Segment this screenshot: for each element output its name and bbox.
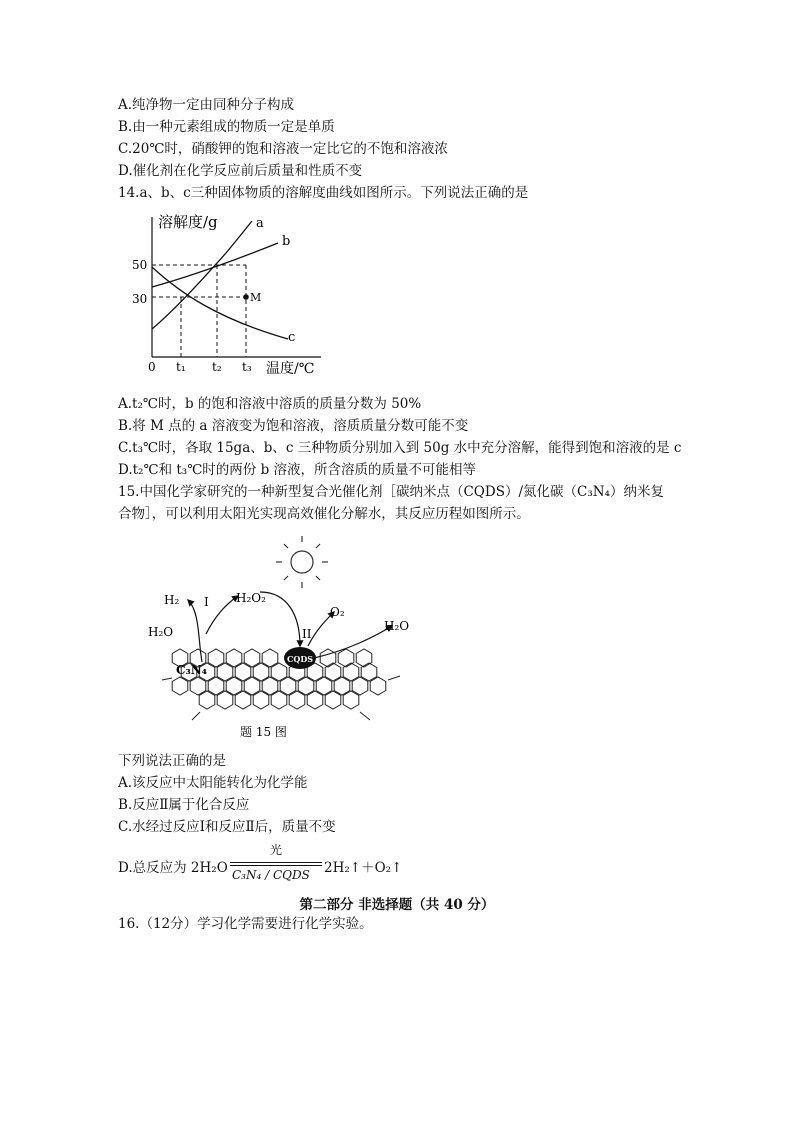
section-title: 第二部分 非选择题（共 40 分） xyxy=(299,897,495,913)
edge-bond-0 xyxy=(162,678,172,680)
q14-stem: 14.a、b、c三种固体物质的溶解度曲线如图所示。下列说法正确的是 xyxy=(118,185,529,201)
q16-stem: 16.（12分）学习化学需要进行化学实验。 xyxy=(118,916,373,932)
hexagon-ring-12 xyxy=(235,663,251,681)
reaction-arrow-line-2 xyxy=(230,865,322,866)
hexagon-ring-28 xyxy=(316,677,332,695)
hexagon-ring-4 xyxy=(244,649,260,667)
carbon-nitride-network xyxy=(162,649,400,720)
x-tick-t2: t₂ xyxy=(212,360,222,374)
x-tick-0: 0 xyxy=(148,360,156,374)
x-tick-t3: t₃ xyxy=(242,360,252,374)
q15-stem-line1: 15.中国化学家研究的一种新型复合光催化剂［碳纳米点（CQDS）/氮化碳（C₃N₄）纳米复 xyxy=(118,484,664,500)
label-h2o-right: H₂O xyxy=(384,619,410,633)
hexagon-ring-25 xyxy=(262,677,278,695)
hexagon-ring-38 xyxy=(307,691,323,709)
hexagon-ring-8 xyxy=(356,649,372,667)
hexagon-ring-17 xyxy=(325,663,341,681)
hexagon-ring-37 xyxy=(289,691,305,709)
y-tick-30: 30 xyxy=(132,292,148,306)
hexagon-ring-30 xyxy=(352,677,368,695)
hexagon-ring-27 xyxy=(298,677,314,695)
hexagon-ring-6 xyxy=(320,649,336,667)
x-axis-label: 温度/℃ xyxy=(266,361,315,377)
curve-c xyxy=(152,267,288,339)
edge-bond-1 xyxy=(388,676,400,680)
hexagon-ring-11 xyxy=(217,663,233,681)
reaction-arrow-line xyxy=(230,862,322,863)
q15-option-d-prefix: D.总反应为 2H₂O xyxy=(118,860,228,876)
q15-option-b: B.反应Ⅱ属于化合反应 xyxy=(118,797,250,813)
arrow-step1-h2o2 xyxy=(206,596,238,634)
hexagon-ring-31 xyxy=(370,677,386,695)
edge-bond-3 xyxy=(360,712,370,720)
hexagon-ring-24 xyxy=(244,677,260,695)
hexagon-ring-36 xyxy=(271,691,287,709)
hexagon-ring-32 xyxy=(199,691,215,709)
q14-option-c: C.t₃℃时，各取 15ga、b、c 三种物质分别加入到 50g 水中充分溶解，能得到饱和溶液的是 c xyxy=(118,440,682,456)
hexagon-ring-26 xyxy=(280,677,296,695)
hexagon-ring-5 xyxy=(262,649,278,667)
edge-bond-2 xyxy=(192,712,200,720)
label-o2: O₂ xyxy=(330,605,345,619)
hexagon-ring-35 xyxy=(253,691,269,709)
hexagon-ring-23 xyxy=(226,677,242,695)
label-h2o2: H₂O₂ xyxy=(236,591,266,605)
label-c3n4: C₃N₄ xyxy=(176,663,208,677)
x-tick-t1: t₁ xyxy=(176,360,186,374)
hexagon-ring-22 xyxy=(208,677,224,695)
curve-a-label: a xyxy=(256,216,264,231)
label-h2o-left: H₂O xyxy=(148,625,174,639)
reaction-condition-under: C₃N₄ / CQDS xyxy=(232,868,310,882)
point-m-label: M xyxy=(250,291,262,304)
label-step2: II xyxy=(302,627,312,641)
solubility-chart xyxy=(118,205,358,380)
y-axis-label: 溶解度/g xyxy=(158,213,218,231)
hexagon-ring-18 xyxy=(343,663,359,681)
label-h2: H₂ xyxy=(164,593,180,607)
hexagon-ring-19 xyxy=(361,663,377,681)
hexagon-ring-13 xyxy=(253,663,269,681)
q14-option-b: B.将 M 点的 a 溶液变为饱和溶液，溶质质量分数可能不变 xyxy=(118,418,469,434)
reaction-condition-over: 光 xyxy=(270,843,283,857)
arrow-step1-h2 xyxy=(188,600,202,662)
label-step1: I xyxy=(204,595,209,609)
q15-prompt: 下列说法正确的是 xyxy=(118,753,226,769)
q13-option-c: C.20℃时，硝酸钾的饱和溶液一定比它的不饱和溶液浓 xyxy=(118,141,448,157)
q15-option-a: A.该反应中太阳能转化为化学能 xyxy=(118,775,308,791)
hexagon-ring-21 xyxy=(190,677,206,695)
q13-option-d: D.催化剂在化学反应前后质量和性质不变 xyxy=(118,163,363,179)
hexagon-ring-39 xyxy=(325,691,341,709)
hexagon-ring-14 xyxy=(271,663,287,681)
y-tick-50: 50 xyxy=(132,258,148,272)
q14-option-a: A.t₂℃时，b 的饱和溶液中溶质的质量分数为 50% xyxy=(118,396,422,412)
q14-option-d: D.t₂℃和 t₃℃时的两份 b 溶液，所含溶质的质量不可能相等 xyxy=(118,462,477,478)
hexagon-ring-7 xyxy=(338,649,354,667)
q13-option-b: B.由一种元素组成的物质一定是单质 xyxy=(118,119,335,135)
hexagon-ring-34 xyxy=(235,691,251,709)
point-m xyxy=(243,294,249,300)
photocatalysis-diagram xyxy=(140,530,440,745)
hexagon-ring-3 xyxy=(226,649,242,667)
hexagon-ring-29 xyxy=(334,677,350,695)
curve-b-label: b xyxy=(282,234,291,249)
hexagon-ring-20 xyxy=(172,677,188,695)
sun-icon xyxy=(276,536,328,588)
hexagon-ring-33 xyxy=(217,691,233,709)
hexagon-ring-40 xyxy=(343,691,359,709)
q13-option-a: A.纯净物一定由同种分子构成 xyxy=(118,97,295,113)
curve-c-label: c xyxy=(288,330,296,345)
curve-a xyxy=(152,221,252,329)
q15-option-d xyxy=(118,840,538,886)
q15-stem-line2: 合物］，可以利用太阳光实现高效催化分解水，其反应历程如图所示。 xyxy=(118,506,530,522)
diagram-caption: 题 15 图 xyxy=(240,725,287,739)
q15-option-c: C.水经过反应Ⅰ和反应Ⅱ后，质量不变 xyxy=(118,819,336,835)
q15-option-d-suffix: 2H₂↑＋O₂↑ xyxy=(324,860,403,876)
label-cqds: CQDS xyxy=(287,654,314,664)
arrow-h2o2-to-cqds xyxy=(260,592,300,646)
hexagon-ring-2 xyxy=(208,649,224,667)
